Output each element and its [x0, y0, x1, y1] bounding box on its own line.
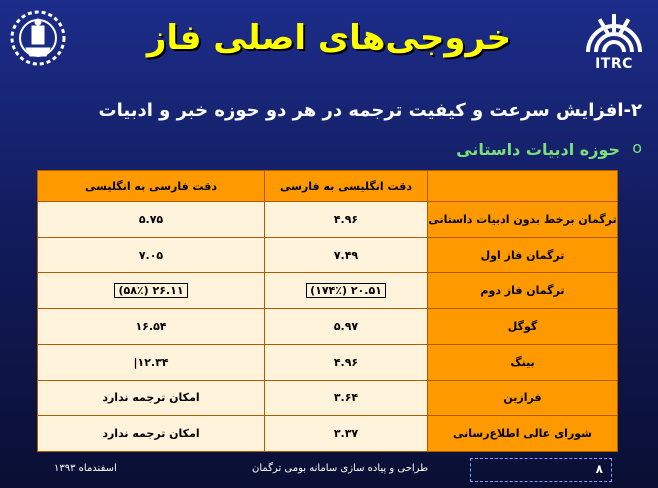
page-number-box — [470, 458, 612, 482]
table-row — [38, 202, 618, 238]
fa-en-value — [38, 273, 265, 309]
table-row — [38, 273, 618, 309]
table-row — [38, 344, 618, 380]
en-fa-value: ۳.۳۷ — [265, 416, 428, 452]
footer-date: اسفندماه ۱۳۹۳ — [54, 463, 117, 474]
table-row — [38, 416, 618, 452]
en-fa-value — [265, 273, 428, 309]
fa-en-value: ۱۲.۳۴| — [38, 344, 265, 380]
row-label: شورای عالی اطلاع‌رسانی — [428, 416, 618, 452]
section-heading: ۲-افزایش سرعت و کیفیت ترجمه در هر دو حوزه خبر و ادبیات — [98, 100, 642, 121]
header-cell-fa-en: دقت فارسی به انگلیسی — [38, 171, 265, 202]
table-row — [38, 309, 618, 345]
fa-en-value: ۱۶.۵۴ — [38, 309, 265, 345]
itrc-logo-text: ITRC — [595, 56, 633, 72]
bullet-icon: o — [632, 138, 642, 157]
row-label: بینگ — [428, 344, 618, 380]
row-label: گوگل — [428, 309, 618, 345]
en-fa-value: ۴.۹۶ — [265, 344, 428, 380]
table-row — [38, 237, 618, 273]
row-label: ترگمان فاز دوم — [428, 273, 618, 309]
fa-en-value: ۵.۷۵ — [38, 202, 265, 238]
fa-en-value-boxed: ۲۶.۱۱ (۵۸٪) — [114, 283, 187, 298]
footer-title: طراحی و پیاده سازی سامانه بومی ترگمان — [252, 463, 429, 474]
en-fa-value: ۷.۴۹ — [265, 237, 428, 273]
en-fa-value: ۳.۶۴ — [265, 380, 428, 416]
header-cell-empty — [428, 171, 618, 202]
table-header-row — [38, 171, 618, 202]
row-label: ترگمان برخط بدون ادبیات داستانی — [428, 202, 618, 238]
header-cell-en-fa: دقت انگلیسی به فارسی — [265, 171, 428, 202]
page-number: ۸ — [595, 462, 603, 476]
results-table — [37, 170, 618, 452]
en-fa-value: ۴.۹۶ — [265, 202, 428, 238]
row-label: ترگمان فاز اول — [428, 237, 618, 273]
sub-heading: حوزه ادبیات داستانی — [456, 140, 620, 159]
fa-en-value: امکان ترجمه ندارد — [38, 416, 265, 452]
fa-en-value: ۷.۰۵ — [38, 237, 265, 273]
en-fa-value: ۵.۹۷ — [265, 309, 428, 345]
fa-en-value: امکان ترجمه ندارد — [38, 380, 265, 416]
en-fa-value-boxed: ۲۰.۵۱ (۱۷۴٪) — [306, 283, 386, 298]
row-label: فرازین — [428, 380, 618, 416]
slide-title: خروجی‌های اصلی فاز — [146, 18, 512, 58]
table-row — [38, 380, 618, 416]
